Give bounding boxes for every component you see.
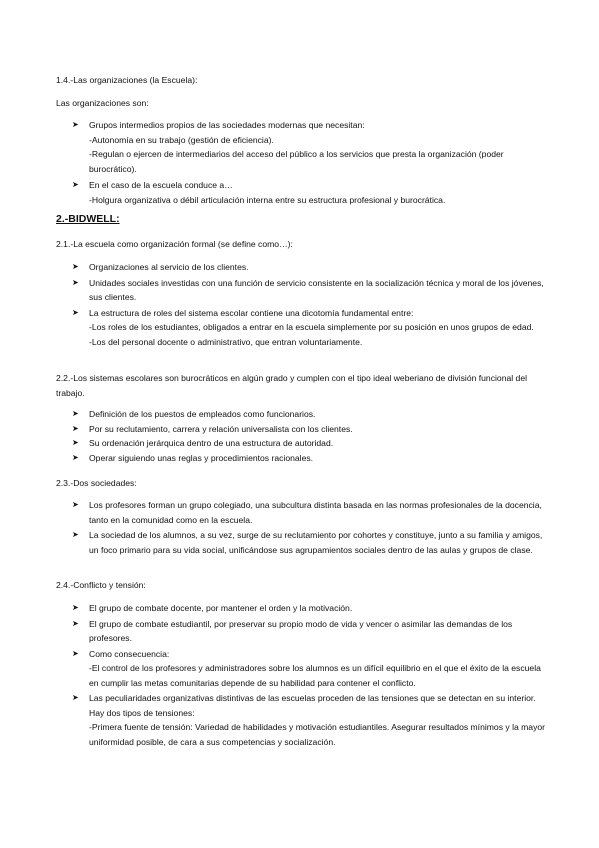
arrow-bullet-icon: ➤ — [72, 409, 79, 418]
list-item: ➤ Su ordenación jerárquica dentro de una estructura de autoridad. — [72, 436, 550, 451]
section-2-1-title: 2.1.-La escuela como organización formal (se define como…): — [56, 239, 293, 249]
list-item: ➤ La sociedad de los alumnos, a su vez, surge de su reclutamiento por cohortes y constituye, junto a su familia y amigos, un foco primario para su vida social, unificándose sus agrupamientos sociales dentro de las aulas y grupos de clase. — [72, 530, 543, 555]
list-item: ➤ En el caso de la escuela conduce a… -Holgura organizativa o débil articulación interna entre su estructura profesional y burocrática. — [72, 178, 550, 207]
list-item: ➤ La estructura de roles del sistema escolar contiene una dicotomía fundamental entre: -Los roles de los estudiantes, obligados a entrar en la escuela simplemente por su posición en unos grupos de edad. -Los del personal docente o administrativo, que entran voluntariamente. — [72, 306, 550, 350]
section-2-3-list — [72, 498, 550, 557]
list-subitem: -Regulan o ejercen de intermediarios del acceso del público a los servicios que presta la organización (poder burocrático). — [89, 149, 504, 174]
list-subitem: -Los roles de los estudiantes, obligados a entrar en la escuela simplemente por su posición en unos grupos de edad. — [89, 322, 534, 332]
list-item: ➤ Definición de los puestos de empleados como funcionarios. — [72, 407, 550, 422]
list-item: ➤ El grupo de combate estudiantil, por preservar su propio modo de vida y vencer o asimilar las demandas de los profesores. — [72, 618, 513, 643]
list-item: ➤ Las peculiaridades organizativas distintivas de las escuelas proceden de las tensiones que se detectan en su interior. Hay dos tipos de tensiones: -Primera fuente de tensión: Variedad de habilidades y motivación estudiantiles. Asegurar resultados mínimos y la mayor uniformidad posible, de cara a sus competencias y socialización. — [72, 691, 550, 749]
arrow-bullet-icon: ➤ — [72, 452, 79, 462]
arrow-bullet-icon: ➤ — [72, 618, 79, 628]
list-subitem: -Holgura organizativa o débil articulación interna entre su estructura profesional y burocrática. — [89, 194, 446, 205]
section-1-4-title: 1.4.-Las organizaciones (la Escuela): — [56, 75, 198, 85]
list-item: ➤ Organizaciones al servicio de los clientes. — [72, 260, 550, 275]
arrow-bullet-icon: ➤ — [72, 277, 79, 287]
section-2-2-title: 2.2.-Los sistemas escolares son burocráticos en algún grado y cumplen con el tipo ideal weberiano de división funcional del trabajo. — [56, 373, 528, 398]
list-item: ➤ Grupos intermedios propios de las sociedades modernas que necesitan: -Autonomía en su trabajo (gestión de eficiencia). -Regulan o ejercen de intermediarios del acceso del público a los servicios que presta la organización (poder burocrático). — [72, 118, 550, 176]
section-1-4-list — [72, 118, 550, 207]
arrow-bullet-icon: ➤ — [72, 530, 79, 539]
list-item: ➤ Por su reclutamiento, carrera y relación universalista con los clientes. — [72, 422, 550, 437]
section-2-4-list — [72, 601, 550, 749]
arrow-bullet-icon: ➤ — [72, 603, 79, 612]
section-bidwell-title: 2.-BIDWELL: — [56, 213, 120, 225]
arrow-bullet-icon: ➤ — [72, 648, 79, 658]
list-subitem: -El control de los profesores y administradores sobre los alumnos es un difícil equilibrio en el que el éxito de la escuela en cumplir las metas comunitarias depende de su habilidad para contener el conflicto. — [89, 663, 541, 688]
section-2-4-title: 2.4.-Conflicto y tensión: — [56, 580, 146, 590]
arrow-bullet-icon: ➤ — [72, 438, 79, 447]
arrow-bullet-icon: ➤ — [72, 307, 79, 317]
list-item: ➤ El grupo de combate docente, por mantener el orden y la motivación. — [72, 601, 550, 616]
list-item: ➤ Unidades sociales investidas con una función de servicio consistente en la socialización técnica y moral de los jóvenes, sus clientes. — [72, 277, 544, 302]
list-item: ➤ Operar siguiendo unas reglas y procedimientos racionales. — [72, 451, 550, 466]
arrow-bullet-icon: ➤ — [72, 693, 79, 702]
list-subitem: -Primera fuente de tensión: Variedad de habilidades y motivación estudiantiles. Asegurar resultados mínimos y la mayor uniformidad posible, de cara a sus competencias y socialización. — [89, 722, 546, 747]
list-subitem: -Autonomía en su trabajo (gestión de eficiencia). — [89, 134, 274, 145]
arrow-bullet-icon: ➤ — [72, 500, 79, 509]
section-2-1-list — [72, 260, 550, 349]
arrow-bullet-icon: ➤ — [72, 120, 79, 129]
section-1-4-intro: Las organizaciones son: — [56, 98, 149, 108]
list-item: ➤ Como consecuencia: -El control de los profesores y administradores sobre los alumnos es un difícil equilibrio en el que el éxito de la escuela en cumplir las metas comunitarias depende de su habilidad para contener el conflicto. — [72, 647, 550, 691]
section-2-3-title: 2.3.-Dos sociedades: — [56, 478, 137, 488]
arrow-bullet-icon: ➤ — [72, 262, 79, 271]
section-2-2-list — [72, 407, 550, 465]
list-item: ➤ Los profesores forman un grupo colegiado, una subcultura distinta basada en las normas profesionales de la docencia, tanto en la comunidad como en la escuela. — [72, 500, 542, 525]
list-subitem: -Los del personal docente o administrativo, que entran voluntariamente. — [89, 336, 363, 347]
arrow-bullet-icon: ➤ — [72, 180, 79, 189]
arrow-bullet-icon: ➤ — [72, 423, 79, 433]
